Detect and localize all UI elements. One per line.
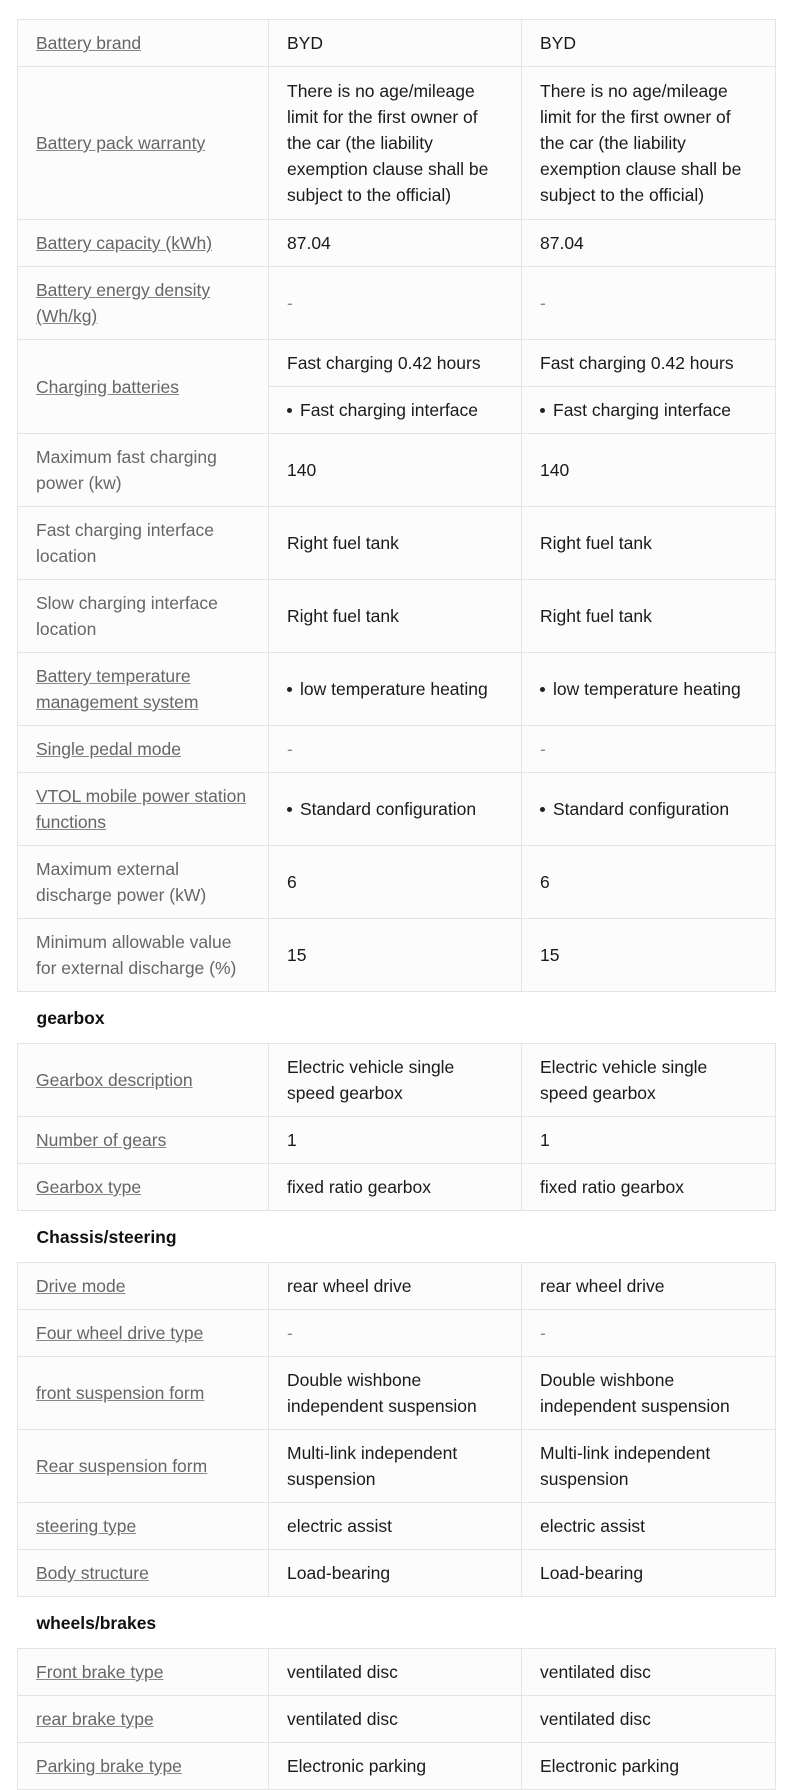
spec-value: electric assist: [287, 1516, 393, 1536]
spec-value-cell-1: [269, 1263, 522, 1310]
spec-label-link[interactable]: Battery brand: [36, 33, 142, 53]
spec-label-cell: [18, 846, 269, 919]
spec-label: Slow charging interface location: [36, 593, 218, 639]
table-row: [18, 20, 776, 67]
spec-value-cell-1: [269, 387, 522, 434]
spec-value-cell-2: [522, 340, 776, 387]
spec-label-link[interactable]: Charging batteries: [36, 376, 179, 397]
section-header-wheels-brakes: [18, 1597, 776, 1649]
spec-value: Multi-link independent suspension: [287, 1443, 458, 1489]
spec-value: Electronic parking: [287, 1756, 427, 1776]
spec-label-cell: [18, 1044, 269, 1117]
spec-value: 1: [287, 1130, 297, 1150]
bullet-dot-icon: [287, 807, 292, 812]
spec-value-cell-1: [269, 653, 522, 726]
spec-value: -: [287, 739, 293, 759]
spec-label-cell: [18, 67, 269, 220]
spec-value-cell-2: [522, 1310, 776, 1357]
bullet-dot-icon: [287, 687, 292, 692]
spec-value: fixed ratio gearbox: [287, 1177, 431, 1197]
spec-label-cell: [18, 1164, 269, 1211]
spec-label-cell: [18, 267, 269, 340]
spec-value: BYD: [540, 33, 576, 53]
spec-value-cell-2: [522, 1117, 776, 1164]
spec-label-cell: [18, 580, 269, 653]
spec-value: Fast charging 0.42 hours: [540, 353, 734, 373]
spec-value-cell-2: [522, 1743, 776, 1790]
spec-value: Standard configuration: [553, 799, 730, 819]
spec-label: Fast charging interface location: [36, 520, 215, 566]
spec-value: 1: [540, 1130, 550, 1150]
spec-label-link[interactable]: Battery capacity (kWh): [36, 233, 213, 253]
spec-label-cell: [18, 1263, 269, 1310]
spec-label-link[interactable]: front suspension form: [36, 1383, 205, 1403]
spec-value: 140: [540, 460, 570, 480]
spec-value-cell-1: [269, 1310, 522, 1357]
spec-value: Right fuel tank: [540, 533, 652, 553]
section-title: gearbox: [18, 992, 776, 1044]
spec-label-cell: [18, 1310, 269, 1357]
spec-table: [17, 19, 776, 1790]
table-row: [18, 773, 776, 846]
spec-label: Minimum allowable value for external discharge (%): [36, 932, 237, 978]
spec-label-link[interactable]: Parking brake type: [36, 1756, 182, 1776]
spec-value: Electronic parking: [540, 1756, 680, 1776]
table-row: [18, 1430, 776, 1503]
spec-value-cell-2: [522, 1164, 776, 1211]
spec-label-cell: [18, 1357, 269, 1430]
spec-value-cell-1: [269, 726, 522, 773]
spec-value-cell-2: [522, 220, 776, 267]
spec-value: 15: [287, 945, 307, 965]
spec-value: Right fuel tank: [287, 606, 399, 626]
spec-value-cell-2: [522, 267, 776, 340]
spec-value-cell-1: [269, 1696, 522, 1743]
spec-label-link[interactable]: Gearbox type: [36, 1177, 142, 1197]
spec-value-cell-2: [522, 387, 776, 434]
spec-value-cell-1: [269, 220, 522, 267]
table-row: [18, 1044, 776, 1117]
spec-value-cell-1: [269, 340, 522, 387]
spec-value-cell-2: [522, 434, 776, 507]
table-row: [18, 1503, 776, 1550]
spec-value: -: [540, 739, 546, 759]
table-row: [18, 340, 776, 387]
spec-value-cell-1: [269, 1164, 522, 1211]
spec-value: Right fuel tank: [540, 606, 652, 626]
spec-value-cell-2: [522, 1550, 776, 1597]
spec-value: Fast charging interface: [553, 400, 732, 420]
spec-value: Multi-link independent suspension: [540, 1443, 711, 1489]
bullet-item: [540, 796, 757, 822]
spec-value: Load-bearing: [540, 1563, 644, 1583]
spec-value: low temperature heating: [300, 679, 488, 699]
bullet-dot-icon: [540, 687, 545, 692]
spec-label-cell: [18, 1696, 269, 1743]
spec-label-link[interactable]: Battery pack warranty: [36, 133, 206, 153]
spec-value: Load-bearing: [287, 1563, 391, 1583]
spec-value-cell-2: [522, 846, 776, 919]
spec-value: Double wishbone independent suspension: [287, 1370, 477, 1416]
table-row: [18, 1696, 776, 1743]
bullet-dot-icon: [540, 807, 545, 812]
spec-label-link[interactable]: Front brake type: [36, 1662, 164, 1682]
spec-label-link[interactable]: Drive mode: [36, 1276, 126, 1296]
spec-value: -: [287, 293, 293, 313]
spec-value: low temperature heating: [553, 679, 741, 699]
spec-label-cell: [18, 340, 269, 434]
spec-value-cell-2: [522, 773, 776, 846]
spec-table-body: [18, 20, 776, 1790]
bullet-dot-icon: [540, 408, 545, 413]
table-row: [18, 1357, 776, 1430]
spec-label-link[interactable]: Body structure: [36, 1563, 149, 1583]
spec-value-cell-1: [269, 67, 522, 220]
spec-label-cell: [18, 434, 269, 507]
table-row: [18, 220, 776, 267]
spec-label-cell: [18, 1430, 269, 1503]
bullet-item: [287, 796, 503, 822]
table-row: [18, 653, 776, 726]
spec-value: -: [540, 1323, 546, 1343]
spec-value: Electric vehicle single speed gearbox: [540, 1057, 708, 1103]
spec-value: ventilated disc: [287, 1709, 398, 1729]
spec-value-cell-2: [522, 507, 776, 580]
bullet-item: [287, 676, 503, 702]
spec-label-link[interactable]: Battery temperature management system: [36, 666, 199, 712]
spec-value: rear wheel drive: [287, 1276, 412, 1296]
bullet-dot-icon: [287, 408, 292, 413]
spec-value-cell-1: [269, 846, 522, 919]
spec-value: ventilated disc: [540, 1662, 651, 1682]
spec-value: Fast charging interface: [300, 400, 479, 420]
spec-label-cell: [18, 919, 269, 992]
table-row: [18, 67, 776, 220]
spec-value-cell-2: [522, 1263, 776, 1310]
table-row: [18, 726, 776, 773]
table-row: [18, 434, 776, 507]
spec-label-link[interactable]: Four wheel drive type: [36, 1323, 204, 1343]
spec-value-cell-1: [269, 1044, 522, 1117]
section-title: wheels/brakes: [18, 1597, 776, 1649]
bullet-item: [540, 676, 757, 702]
table-row: [18, 1263, 776, 1310]
spec-label-link[interactable]: rear brake type: [36, 1709, 154, 1729]
table-row: [18, 1649, 776, 1696]
spec-label-link[interactable]: VTOL mobile power station functions: [36, 786, 247, 832]
spec-value: -: [540, 293, 546, 313]
spec-value: There is no age/mileage limit for the first owner of the car (the liability exemption clause shall be subject to the official): [540, 81, 742, 205]
spec-value: Fast charging 0.42 hours: [287, 353, 481, 373]
section-header-gearbox: [18, 992, 776, 1044]
spec-value: electric assist: [540, 1516, 646, 1536]
spec-value-cell-2: [522, 67, 776, 220]
spec-value-cell-2: [522, 1044, 776, 1117]
spec-value: -: [287, 1323, 293, 1343]
spec-value: ventilated disc: [540, 1709, 651, 1729]
spec-label-cell: [18, 1550, 269, 1597]
spec-value-cell-1: [269, 919, 522, 992]
spec-value: ventilated disc: [287, 1662, 398, 1682]
spec-value-cell-2: [522, 1357, 776, 1430]
section-title: Chassis/steering: [18, 1211, 776, 1263]
spec-value-cell-2: [522, 1696, 776, 1743]
spec-value-cell-2: [522, 1503, 776, 1550]
spec-value-cell-1: [269, 20, 522, 67]
table-row: [18, 1310, 776, 1357]
spec-value-cell-1: [269, 580, 522, 653]
spec-label-link[interactable]: Single pedal mode: [36, 739, 181, 759]
table-row: [18, 507, 776, 580]
spec-value-cell-1: [269, 1430, 522, 1503]
spec-value: 15: [540, 945, 560, 965]
spec-value-cell-1: [269, 1117, 522, 1164]
spec-label-link[interactable]: Battery energy density (Wh/kg): [36, 280, 211, 326]
spec-value-cell-1: [269, 1550, 522, 1597]
spec-value: fixed ratio gearbox: [540, 1177, 684, 1197]
spec-value-cell-1: [269, 1743, 522, 1790]
spec-value: There is no age/mileage limit for the first owner of the car (the liability exemption clause shall be subject to the official): [287, 81, 489, 205]
spec-value: Double wishbone independent suspension: [540, 1370, 730, 1416]
bullet-item: [540, 397, 757, 423]
spec-value: 6: [540, 872, 550, 892]
spec-label-cell: [18, 1117, 269, 1164]
spec-value: BYD: [287, 33, 323, 53]
spec-value: rear wheel drive: [540, 1276, 665, 1296]
spec-value-cell-2: [522, 580, 776, 653]
spec-value: 6: [287, 872, 297, 892]
spec-value: 87.04: [287, 233, 331, 253]
spec-label: Maximum fast charging power (kw): [36, 447, 217, 493]
bullet-item: [287, 397, 503, 423]
spec-label-cell: [18, 20, 269, 67]
spec-value: Right fuel tank: [287, 533, 399, 553]
spec-label-cell: [18, 507, 269, 580]
spec-label-cell: [18, 773, 269, 846]
spec-value-cell-2: [522, 20, 776, 67]
spec-value-cell-1: [269, 1649, 522, 1696]
table-row: [18, 267, 776, 340]
spec-value-cell-1: [269, 773, 522, 846]
spec-label-cell: [18, 726, 269, 773]
table-row: [18, 1117, 776, 1164]
spec-label-cell: [18, 1649, 269, 1696]
table-row: [18, 1743, 776, 1790]
spec-value-cell-1: [269, 434, 522, 507]
spec-label-cell: [18, 1743, 269, 1790]
section-header-chassis-steering: [18, 1211, 776, 1263]
spec-value-cell-2: [522, 653, 776, 726]
spec-value: Electric vehicle single speed gearbox: [287, 1057, 455, 1103]
spec-label: Maximum external discharge power (kW): [36, 859, 207, 905]
spec-value-cell-1: [269, 1503, 522, 1550]
spec-value-cell-1: [269, 507, 522, 580]
spec-value: 87.04: [540, 233, 584, 253]
spec-label-cell: [18, 1503, 269, 1550]
spec-value-cell-1: [269, 267, 522, 340]
table-row: [18, 580, 776, 653]
spec-label-link[interactable]: Rear suspension form: [36, 1456, 208, 1476]
spec-label-link[interactable]: Number of gears: [36, 1130, 167, 1150]
spec-value-cell-2: [522, 1430, 776, 1503]
spec-value-cell-2: [522, 919, 776, 992]
table-row: [18, 1164, 776, 1211]
spec-value-cell-1: [269, 1357, 522, 1430]
spec-table-container: [17, 19, 775, 1790]
spec-label-link[interactable]: Gearbox description: [36, 1070, 193, 1090]
spec-value-cell-2: [522, 726, 776, 773]
table-row: [18, 919, 776, 992]
spec-value: Standard configuration: [300, 799, 477, 819]
spec-value-cell-2: [522, 1649, 776, 1696]
table-row: [18, 1550, 776, 1597]
table-row: [18, 846, 776, 919]
spec-label-cell: [18, 653, 269, 726]
spec-value: 140: [287, 460, 317, 480]
spec-label-cell: [18, 220, 269, 267]
spec-label-link[interactable]: steering type: [36, 1516, 137, 1536]
